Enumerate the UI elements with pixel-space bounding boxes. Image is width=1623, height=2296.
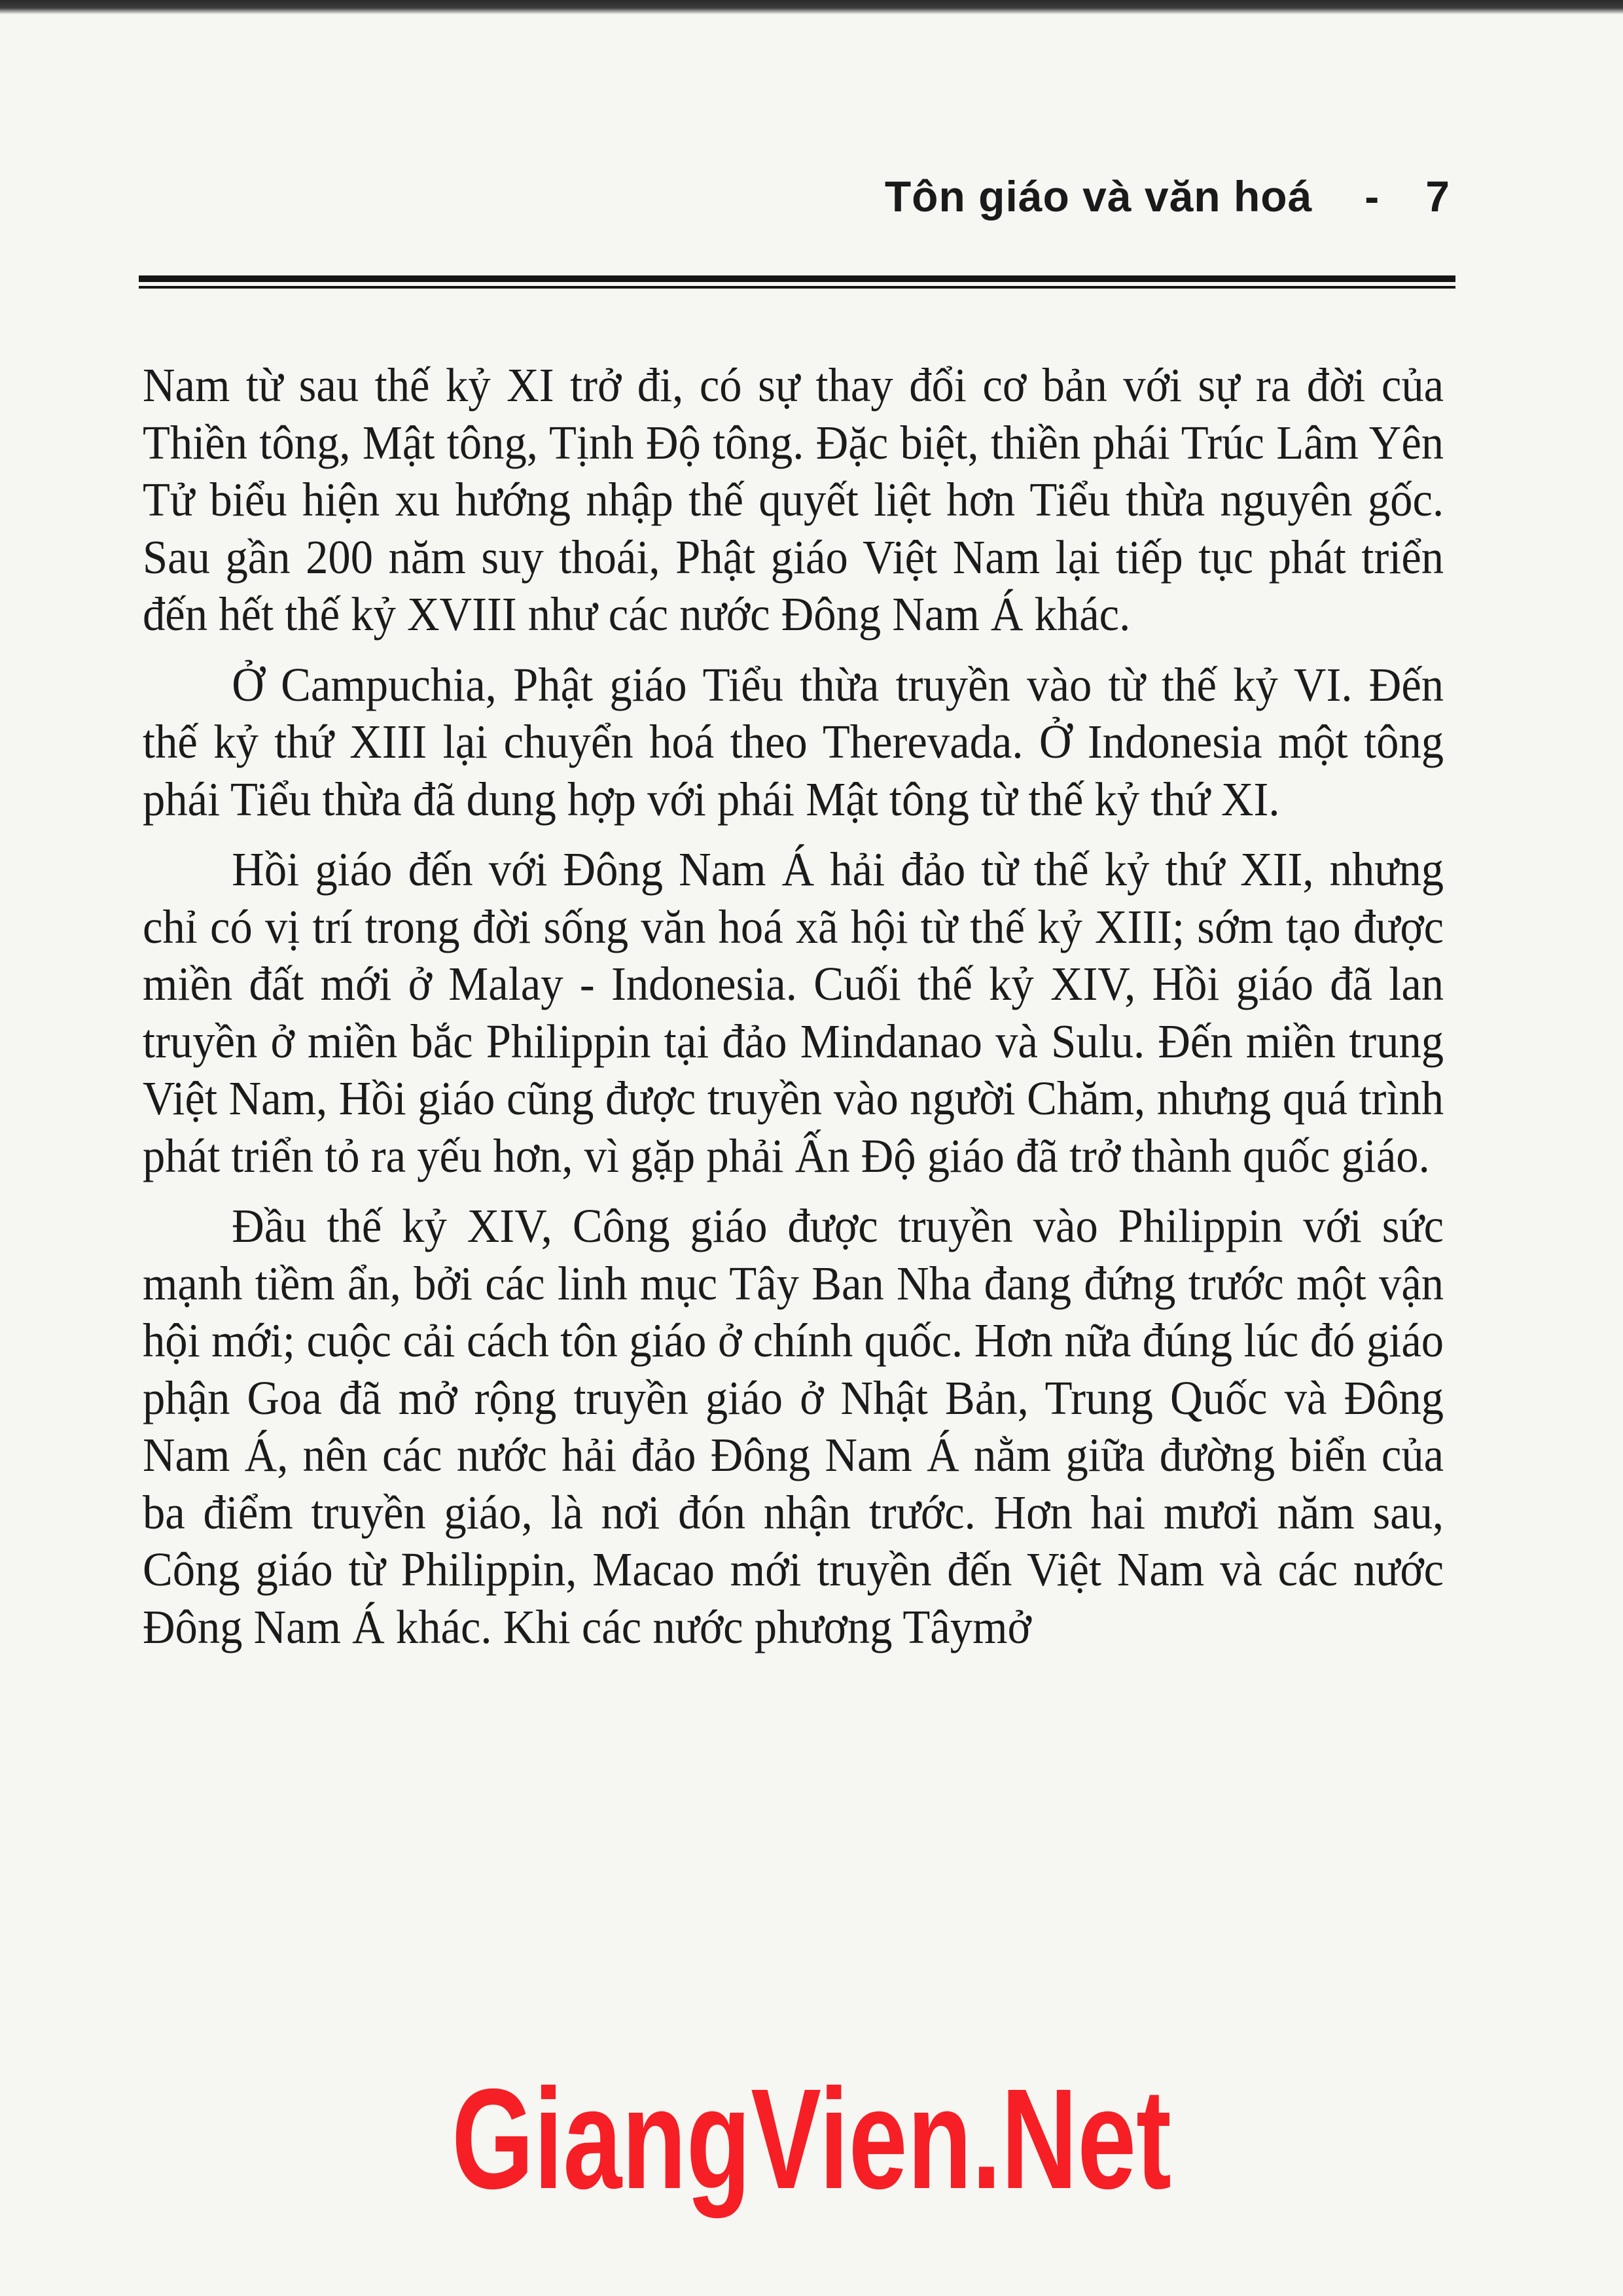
header-rule-thick bbox=[139, 275, 1455, 282]
header-separator: - bbox=[1364, 172, 1380, 221]
page-number: 7 bbox=[1425, 172, 1450, 221]
paragraph-4: Đầu thế kỷ XIV, Công giáo được truyền vào Philippin với sức mạnh tiềm ẩn, bởi các linh mục Tây Ban Nha đang đứng trước một vận hội mới; cuộc cải cách tôn giáo ở chính quốc. Hơn nữa đúng lúc đó giáo phận Goa đã mở rộng truyền giáo ở Nhật Bản, Trung Quốc và Đông Nam Á, nên các nước hải đảo Đông Nam Á nằm giữa đường biển của ba điểm truyền giáo, là nơi đón nhận trước. Hơn hai mươi năm sau, Công giáo từ Philippin, Macao mới truyền đến Việt Nam và các nước Đông Nam Á khác. Khi các nước phương Tâymở bbox=[143, 1199, 1444, 1653]
watermark bbox=[0, 2060, 1623, 2219]
paragraph-1: Nam từ sau thế kỷ XI trở đi, có sự thay đổi cơ bản với sự ra đời của Thiền tông, Mật tông, Tịnh Độ tông. Đặc biệt, thiền phái Trúc Lâm Yên Tử biểu hiện xu hướng nhập thế quyết liệt hơn Tiểu thừa nguyên gốc. Sau gần 200 năm suy thoái, Phật giáo Việt Nam lại tiếp tục phát triển đến hết thế kỷ XVIII như các nước Đông Nam Á khác. bbox=[143, 359, 1444, 641]
body-text bbox=[143, 357, 1444, 1669]
running-header bbox=[720, 167, 1450, 226]
header-rule-thin bbox=[139, 286, 1455, 289]
paragraph-3: Hồi giáo đến với Đông Nam Á hải đảo từ thế kỷ thứ XII, nhưng chỉ có vị trí trong đời sống văn hoá xã hội từ thế kỷ XIII; sớm tạo được miền đất mới ở Malay - Indonesia. Cuối thế kỷ XIV, Hồi giáo đã lan truyền ở miền bắc Philippin tại đảo Mindanao và Sulu. Đến miền trung Việt Nam, Hồi giáo cũng được truyền vào người Chăm, nhưng quá trình phát triển tỏ ra yếu hơn, vì gặp phải Ấn Độ giáo đã trở thành quốc giáo. bbox=[143, 843, 1444, 1182]
header-title: Tôn giáo và văn hoá bbox=[884, 172, 1313, 221]
watermark-text: GiangVien.Net bbox=[452, 2060, 1171, 2219]
page-top-edge bbox=[0, 0, 1623, 14]
paragraph-2: Ở Campuchia, Phật giáo Tiểu thừa truyền vào từ thế kỷ VI. Đến thế kỷ thứ XIII lại chuyển hoá theo Therevada. Ở Indonesia một tông phái Tiểu thừa đã dung hợp với phái Mật tông từ thế kỷ thứ XI. bbox=[143, 658, 1444, 826]
